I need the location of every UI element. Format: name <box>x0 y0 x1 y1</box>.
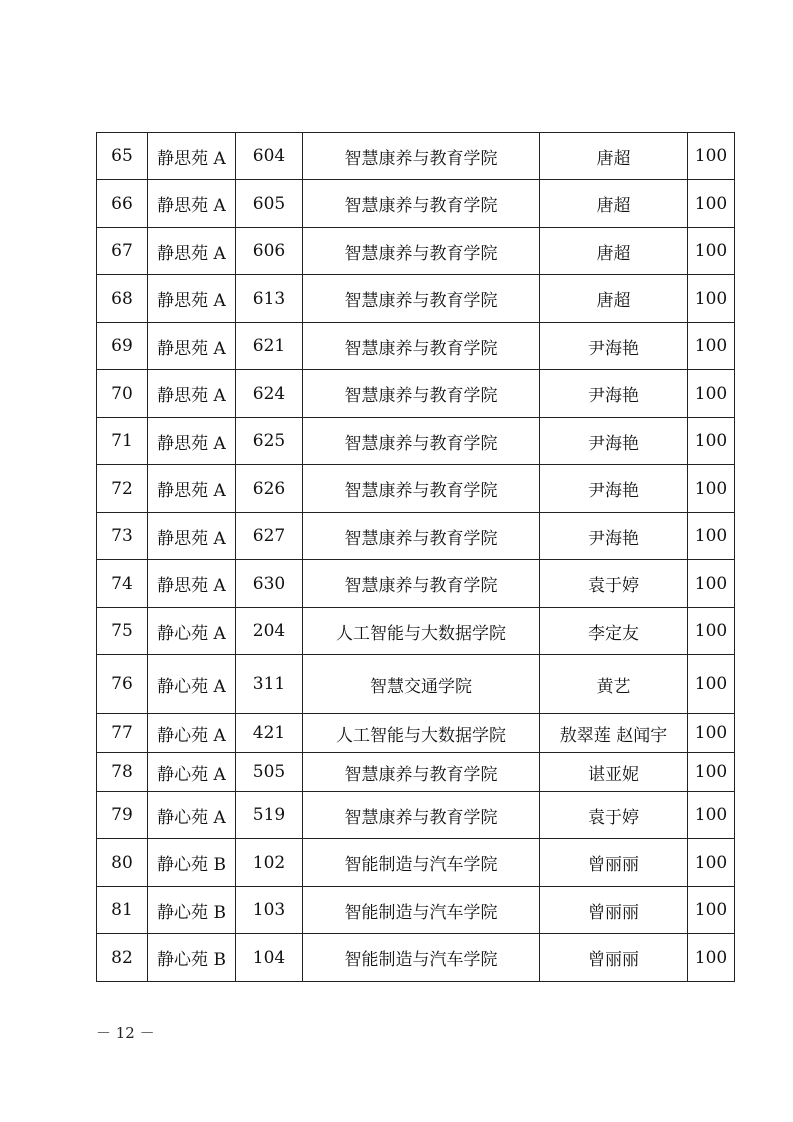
score-cell: 100 <box>688 560 735 608</box>
building-cell: 静心苑 A <box>148 655 236 714</box>
room-cell: 625 <box>236 418 303 465</box>
score-cell: 100 <box>688 418 735 465</box>
college-cell: 智慧康养与教育学院 <box>303 133 540 180</box>
teacher-cell: 唐超 <box>540 180 688 228</box>
teacher-cell: 袁于婷 <box>540 792 688 839</box>
score-cell: 100 <box>688 792 735 839</box>
room-cell: 102 <box>236 839 303 887</box>
college-cell: 智慧康养与教育学院 <box>303 180 540 228</box>
page-number: － 12 － <box>96 1024 155 1042</box>
college-cell: 智慧康养与教育学院 <box>303 323 540 370</box>
building-cell: 静思苑 A <box>148 513 236 560</box>
teacher-cell: 袁于婷 <box>540 560 688 608</box>
table-row <box>97 655 735 714</box>
dormitory-score-table <box>96 132 735 982</box>
table-row <box>97 714 735 753</box>
row-number-cell: 70 <box>97 370 148 418</box>
building-cell: 静心苑 A <box>148 714 236 753</box>
teacher-cell: 敖翠莲 赵闻宇 <box>540 714 688 753</box>
score-cell: 100 <box>688 228 735 275</box>
score-cell: 100 <box>688 887 735 934</box>
score-cell: 100 <box>688 275 735 323</box>
score-cell: 100 <box>688 934 735 982</box>
building-cell: 静思苑 A <box>148 370 236 418</box>
room-cell: 624 <box>236 370 303 418</box>
building-cell: 静思苑 A <box>148 228 236 275</box>
table-row <box>97 180 735 228</box>
table-row <box>97 560 735 608</box>
table-row <box>97 934 735 982</box>
college-cell: 智慧康养与教育学院 <box>303 792 540 839</box>
college-cell: 智能制造与汽车学院 <box>303 839 540 887</box>
score-cell: 100 <box>688 714 735 753</box>
table-row <box>97 323 735 370</box>
score-cell: 100 <box>688 465 735 513</box>
college-cell: 智慧康养与教育学院 <box>303 275 540 323</box>
score-cell: 100 <box>688 655 735 714</box>
row-number-cell: 68 <box>97 275 148 323</box>
building-cell: 静心苑 B <box>148 839 236 887</box>
college-cell: 智慧康养与教育学院 <box>303 753 540 792</box>
room-cell: 421 <box>236 714 303 753</box>
table-row <box>97 228 735 275</box>
row-number-cell: 71 <box>97 418 148 465</box>
table-row <box>97 608 735 655</box>
building-cell: 静思苑 A <box>148 133 236 180</box>
score-cell: 100 <box>688 370 735 418</box>
college-cell: 智能制造与汽车学院 <box>303 934 540 982</box>
teacher-cell: 谌亚妮 <box>540 753 688 792</box>
building-cell: 静思苑 A <box>148 323 236 370</box>
teacher-cell: 黄艺 <box>540 655 688 714</box>
teacher-cell: 唐超 <box>540 275 688 323</box>
teacher-cell: 尹海艳 <box>540 465 688 513</box>
row-number-cell: 79 <box>97 792 148 839</box>
row-number-cell: 81 <box>97 887 148 934</box>
table-row <box>97 887 735 934</box>
college-cell: 智慧康养与教育学院 <box>303 418 540 465</box>
room-cell: 604 <box>236 133 303 180</box>
row-number-cell: 69 <box>97 323 148 370</box>
row-number-cell: 67 <box>97 228 148 275</box>
room-cell: 606 <box>236 228 303 275</box>
teacher-cell: 唐超 <box>540 133 688 180</box>
room-cell: 204 <box>236 608 303 655</box>
row-number-cell: 73 <box>97 513 148 560</box>
row-number-cell: 76 <box>97 655 148 714</box>
building-cell: 静心苑 A <box>148 608 236 655</box>
building-cell: 静思苑 A <box>148 275 236 323</box>
building-cell: 静心苑 B <box>148 887 236 934</box>
table-row <box>97 418 735 465</box>
row-number-cell: 78 <box>97 753 148 792</box>
room-cell: 613 <box>236 275 303 323</box>
college-cell: 智慧交通学院 <box>303 655 540 714</box>
building-cell: 静心苑 A <box>148 753 236 792</box>
college-cell: 智慧康养与教育学院 <box>303 560 540 608</box>
row-number-cell: 74 <box>97 560 148 608</box>
score-cell: 100 <box>688 839 735 887</box>
score-cell: 100 <box>688 323 735 370</box>
room-cell: 311 <box>236 655 303 714</box>
row-number-cell: 66 <box>97 180 148 228</box>
building-cell: 静心苑 B <box>148 934 236 982</box>
table-row <box>97 370 735 418</box>
teacher-cell: 曾丽丽 <box>540 839 688 887</box>
building-cell: 静思苑 A <box>148 418 236 465</box>
room-cell: 626 <box>236 465 303 513</box>
room-cell: 103 <box>236 887 303 934</box>
table-row <box>97 275 735 323</box>
row-number-cell: 72 <box>97 465 148 513</box>
college-cell: 智能制造与汽车学院 <box>303 887 540 934</box>
room-cell: 605 <box>236 180 303 228</box>
row-number-cell: 82 <box>97 934 148 982</box>
table-row <box>97 753 735 792</box>
row-number-cell: 77 <box>97 714 148 753</box>
college-cell: 智慧康养与教育学院 <box>303 513 540 560</box>
teacher-cell: 曾丽丽 <box>540 887 688 934</box>
table-row <box>97 465 735 513</box>
college-cell: 智慧康养与教育学院 <box>303 465 540 513</box>
room-cell: 505 <box>236 753 303 792</box>
teacher-cell: 唐超 <box>540 228 688 275</box>
teacher-cell: 尹海艳 <box>540 323 688 370</box>
room-cell: 104 <box>236 934 303 982</box>
teacher-cell: 李定友 <box>540 608 688 655</box>
row-number-cell: 65 <box>97 133 148 180</box>
teacher-cell: 曾丽丽 <box>540 934 688 982</box>
building-cell: 静思苑 A <box>148 560 236 608</box>
teacher-cell: 尹海艳 <box>540 370 688 418</box>
score-cell: 100 <box>688 608 735 655</box>
teacher-cell: 尹海艳 <box>540 418 688 465</box>
table-row <box>97 839 735 887</box>
row-number-cell: 80 <box>97 839 148 887</box>
table-row <box>97 513 735 560</box>
college-cell: 智慧康养与教育学院 <box>303 370 540 418</box>
building-cell: 静思苑 A <box>148 465 236 513</box>
room-cell: 627 <box>236 513 303 560</box>
score-cell: 100 <box>688 133 735 180</box>
room-cell: 621 <box>236 323 303 370</box>
building-cell: 静心苑 A <box>148 792 236 839</box>
table-row <box>97 792 735 839</box>
building-cell: 静思苑 A <box>148 180 236 228</box>
score-cell: 100 <box>688 753 735 792</box>
table-row <box>97 133 735 180</box>
score-cell: 100 <box>688 513 735 560</box>
college-cell: 人工智能与大数据学院 <box>303 714 540 753</box>
table-body <box>97 133 735 982</box>
room-cell: 630 <box>236 560 303 608</box>
teacher-cell: 尹海艳 <box>540 513 688 560</box>
college-cell: 智慧康养与教育学院 <box>303 228 540 275</box>
room-cell: 519 <box>236 792 303 839</box>
college-cell: 人工智能与大数据学院 <box>303 608 540 655</box>
row-number-cell: 75 <box>97 608 148 655</box>
score-cell: 100 <box>688 180 735 228</box>
